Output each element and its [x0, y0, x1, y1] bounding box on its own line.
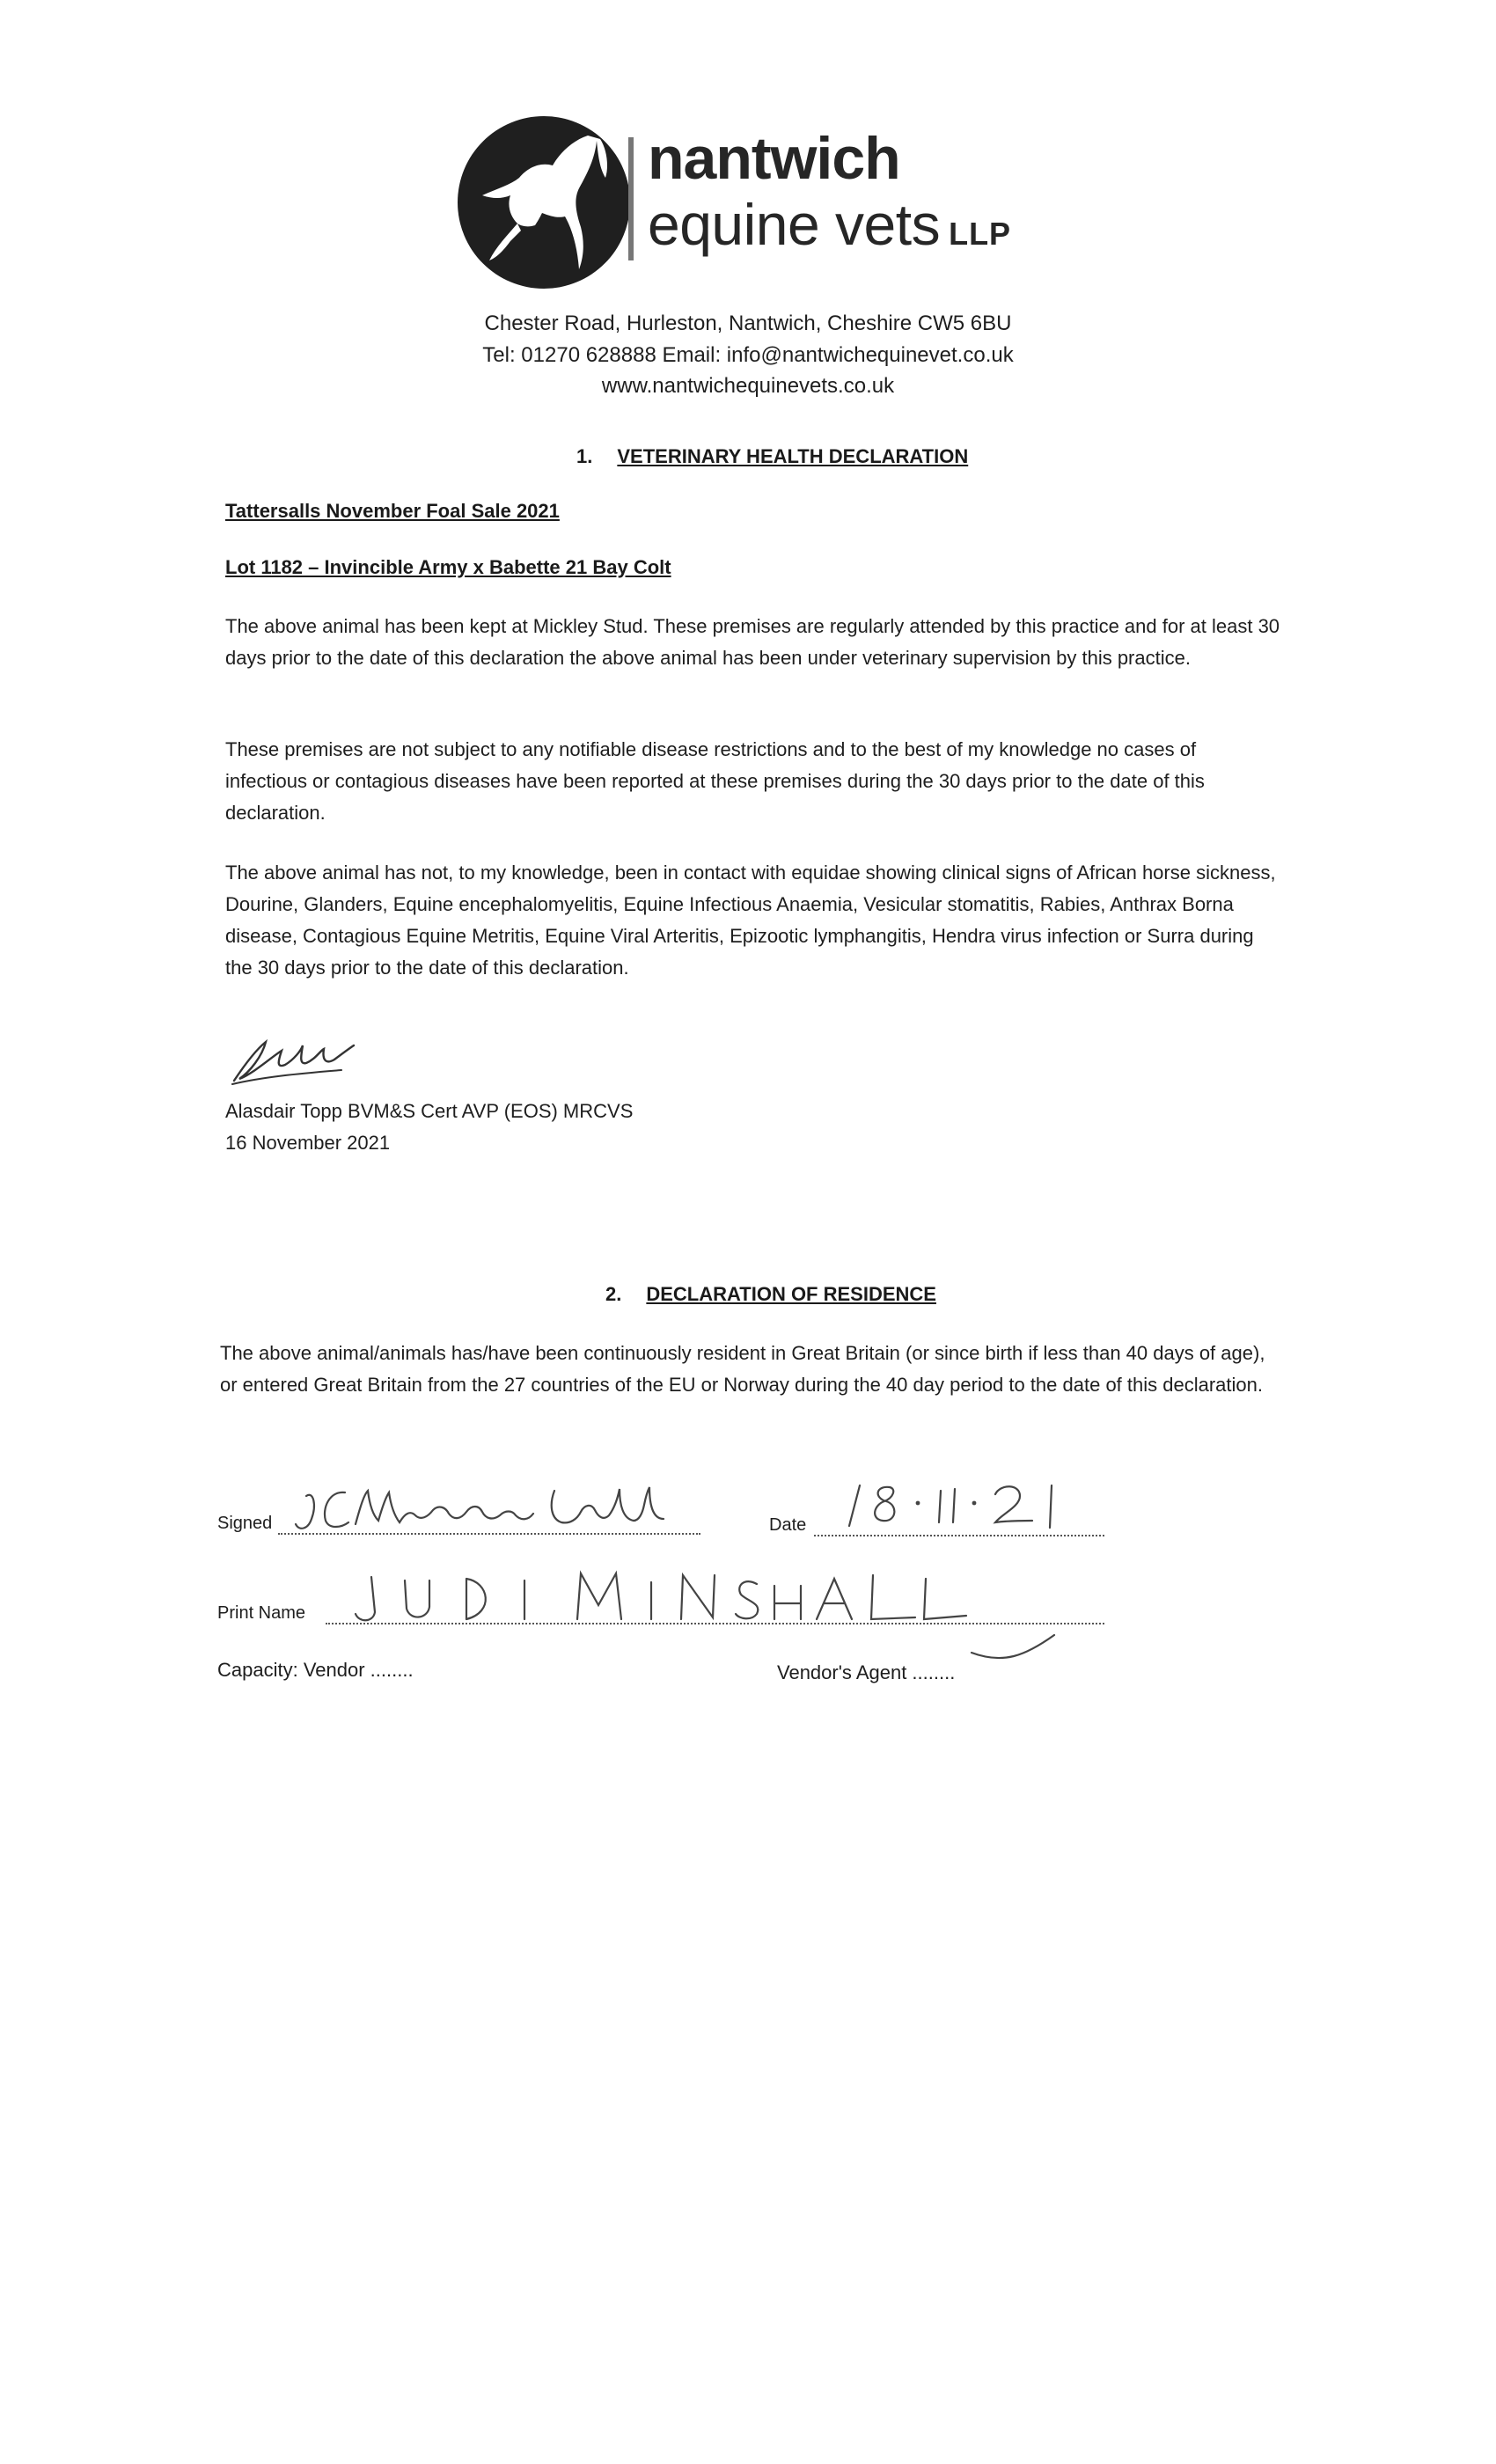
lot-title: Lot 1182 – Invincible Army x Babette 21 Bay Colt: [225, 556, 671, 578]
section1-number: 1.: [576, 445, 593, 467]
print-name-label: Print Name: [217, 1603, 306, 1623]
section2-number: 2.: [605, 1283, 622, 1305]
declaration-paragraph: These premises are not subject to any notifiable disease restrictions and to the best of my knowledge no cases of infectious or contagious diseases have been reported at these premises during the 30 days prior to the date of this declaration.: [225, 738, 1205, 824]
signature-date: 16 November 2021: [225, 1132, 391, 1154]
declaration-paragraph: The above animal has been kept at Mickley Stud. These premises are regularly attended by this practice and for at least 30 days prior to the date of this declaration the above animal has been under veterinary supervision by this practice.: [225, 615, 1280, 669]
practice-address: Chester Road, Hurleston, Nantwich, Cheshire CW5 6BU: [484, 312, 1012, 335]
section1-title: VETERINARY HEALTH DECLARATION: [617, 445, 969, 467]
handwritten-date: [840, 1478, 1087, 1533]
handwritten-print-name: [334, 1565, 968, 1628]
date-line: [814, 1535, 1104, 1536]
jumping-horse-icon: [456, 114, 632, 290]
vendor-signature: [290, 1470, 678, 1540]
agent-checkmark: [968, 1628, 1056, 1663]
section1-heading: [576, 445, 968, 468]
vendors-agent-label: Vendor's Agent ........: [777, 1661, 956, 1683]
capacity-label: Capacity: Vendor ........: [217, 1659, 414, 1681]
date-label: Date: [769, 1515, 807, 1535]
signatory-name: Alasdair Topp BVM&S Cert AVP (EOS) MRCVS: [225, 1100, 634, 1122]
declaration-paragraph: The above animal has not, to my knowledge, been in contact with equidae showing clinical signs of African horse sickness, Dourine, Glanders, Equine encephalomyelitis, Equine Infectious Anaemia, Vesicular stomatitis, Rabies, Anthrax Borna disease, Contagious Equine Metritis, Equine Viral Arteritis, Epizootic lymphangitis, Hendra virus infection or Surra during the 30 days prior to the date of this declaration.: [225, 862, 1276, 979]
signed-label: Signed: [217, 1514, 273, 1533]
practice-subtitle: equine vets LLP: [648, 192, 1012, 257]
practice-website: www.nantwichequinevets.co.uk: [601, 374, 895, 398]
logo-divider: [628, 137, 634, 260]
section2-title: DECLARATION OF RESIDENCE: [646, 1283, 936, 1305]
practice-name: nantwich: [648, 125, 900, 192]
practice-contact: Tel: 01270 628888 Email: info@nantwichequinevet.co.uk: [482, 343, 1014, 367]
sale-title: Tattersalls November Foal Sale 2021: [225, 500, 560, 522]
vet-signature: [227, 1030, 368, 1091]
practice-suffix: LLP: [949, 216, 1012, 252]
section2-heading: [605, 1283, 936, 1306]
residence-paragraph: The above animal/animals has/have been continuously resident in Great Britain (or since birth if less than 40 days of age), or entered Great Britain from the 27 countries of the EU or Norway during the 40 day period to the date of this declaration.: [220, 1342, 1265, 1396]
